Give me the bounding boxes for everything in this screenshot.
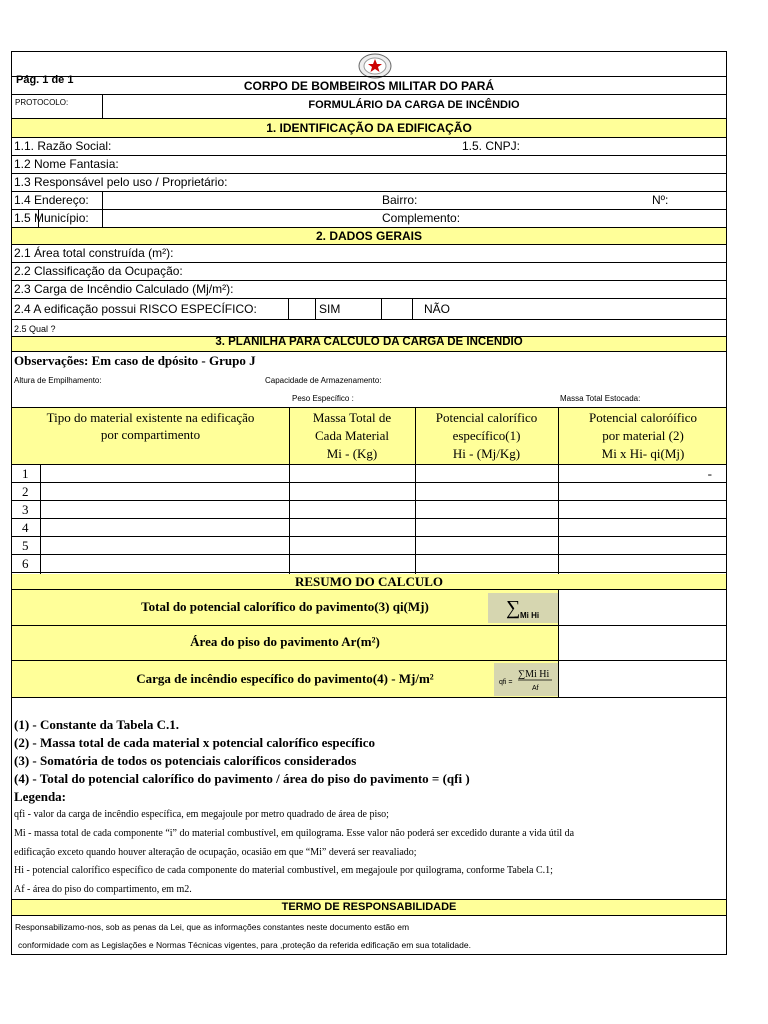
sum-formula-icon — [488, 593, 558, 623]
nao-checkbox[interactable] — [381, 299, 413, 319]
note-4: (4) - Total do potencial calorífico do pavimento / área do piso do pavimento = (qfi ) — [14, 771, 470, 786]
capacidade-label: Capacidade de Armazenamento: — [265, 376, 382, 385]
resumo-area-label: Área do piso do pavimento Ar(m²) — [190, 634, 380, 649]
legenda-mi-cont: edificação exceto quando houver alteração de ocupação, ocasião em que “Mi” deverá ser reavaliado; — [14, 847, 417, 858]
svg-text:Af: Af — [532, 685, 539, 692]
massa-estocada-label: Massa Total Estocada: — [560, 394, 641, 403]
col-header-potencial-especifico: Potencial calorífico específico(1) Hi - (Mj/Kg) — [435, 410, 538, 461]
table-row: 3 — [12, 501, 726, 519]
carga-calculada-label: 2.3 Carga de Incêndio Calculado (Mj/m²): — [14, 282, 234, 296]
termo-title: TERMO DE RESPONSABILIDADE — [12, 900, 726, 915]
legenda-mi: Mi - massa total de cada componente “i” do material combustível, em quilograma. Esse valor não poderá ser excedido durante a vida útil da — [14, 828, 575, 839]
protocol-label: PROTOCOLO: — [15, 98, 69, 107]
svg-text:∑: ∑ — [506, 597, 521, 619]
sim-checkbox[interactable] — [288, 299, 316, 319]
cnpj-label: 1.5. CNPJ: — [462, 139, 521, 153]
razao-social-label: 1.1. Razão Social: — [14, 139, 112, 153]
table-row: 2 — [12, 483, 726, 501]
legenda-hi: Hi - potencial calorífico específico de cada componente do material combustível, em megajoule por quilograma, conforme Tabela C.1; — [14, 865, 553, 876]
altura-label: Altura de Empilhamento: — [14, 376, 102, 385]
qual-label: 2.5 Qual ? — [14, 324, 56, 334]
resumo-carga-label: Carga de incêndio específico do pavimento(4) - Mj/m² — [136, 671, 434, 686]
municipio-label: 1.5 Município: — [14, 211, 89, 225]
qfi-formula-icon — [494, 663, 558, 696]
table-row: 1 - — [12, 465, 726, 483]
table-row: 4 — [12, 519, 726, 537]
sim-label: SIM — [319, 302, 341, 316]
legenda-af: Af - área do piso do compartimento, em m2. — [14, 884, 192, 895]
classificacao-label: 2.2 Classificação da Ocupação: — [14, 264, 183, 278]
responsavel-label: 1.3 Responsável pelo uso / Proprietário: — [14, 175, 228, 189]
legenda-qfi: qfi - valor da carga de incêndio específica, em megajoule por metro quadrado de área de piso; — [14, 809, 389, 820]
area-construida-label: 2.1 Área total construída (m²): — [14, 246, 174, 260]
note-2: (2) - Massa total de cada material x potencial calorífico específico — [14, 735, 376, 750]
section2-title: 2. DADOS GERAIS — [12, 228, 726, 244]
page-number: Pág. 1 de 1 — [16, 74, 74, 86]
svg-text:Mi Hi: Mi Hi — [520, 611, 540, 620]
risco-especifico-label: 2.4 A edificação possui RISCO ESPECÍFICO: — [14, 302, 257, 316]
observacoes-text: Observações: Em caso de dpósito - Grupo J — [14, 353, 256, 368]
nao-label: NÃO — [424, 302, 451, 316]
col-header-massa: Massa Total de Cada Material Mi - (Kg) — [312, 410, 392, 461]
complemento-label: Complemento: — [382, 211, 461, 225]
svg-text:∑Mi Hi: ∑Mi Hi — [518, 669, 550, 680]
numero-label: Nº: — [652, 193, 669, 207]
form-title: FORMULÁRIO DA CARGA DE INCÊNDIO — [308, 99, 520, 111]
svg-text:qfi =: qfi = — [499, 679, 513, 686]
legenda-title: Legenda: — [14, 789, 66, 804]
col-header-material: Tipo do material existente na edificação por compartimento — [46, 410, 255, 442]
org-title: CORPO DE BOMBEIROS MILITAR DO PARÁ — [243, 79, 495, 93]
table-row: 5 — [12, 537, 726, 555]
nome-fantasia-label: 1.2 Nome Fantasia: — [14, 157, 119, 171]
termo-text-1: Responsabilizamo-nos, sob as penas da Lei, que as informações constantes neste documento estão em — [15, 922, 410, 932]
section3-title: 3. PLANILHA PARA CALCULO DA CARGA DE INCÊNDIO — [12, 337, 726, 351]
note-3: (3) - Somatória de todos os potenciais caloríficos considerados — [14, 753, 357, 768]
note-1: (1) - Constante da Tabela C.1. — [14, 717, 180, 732]
section1-title: 1. IDENTIFICAÇÃO DA EDIFICAÇÃO — [12, 119, 726, 137]
endereco-label: 1.4 Endereço: — [14, 193, 89, 207]
peso-label: Peso Específico : — [292, 394, 354, 403]
termo-text-2: conformidade com as Legislações e Normas Técnicas vigentes, para ,proteção da referida edificação em sua totalidade. — [18, 940, 471, 950]
resumo-title: RESUMO DO CALCULO — [12, 574, 726, 589]
table-row: 6 — [12, 555, 726, 573]
col-header-potencial-material: Potencial caloróífico por material (2) Mi x Hi- qi(Mj) — [589, 410, 697, 461]
form-page — [11, 51, 727, 955]
resumo-total-label: Total do potencial calorífico do pavimento(3) qi(Mj) — [141, 599, 429, 614]
bairro-label: Bairro: — [382, 193, 418, 207]
